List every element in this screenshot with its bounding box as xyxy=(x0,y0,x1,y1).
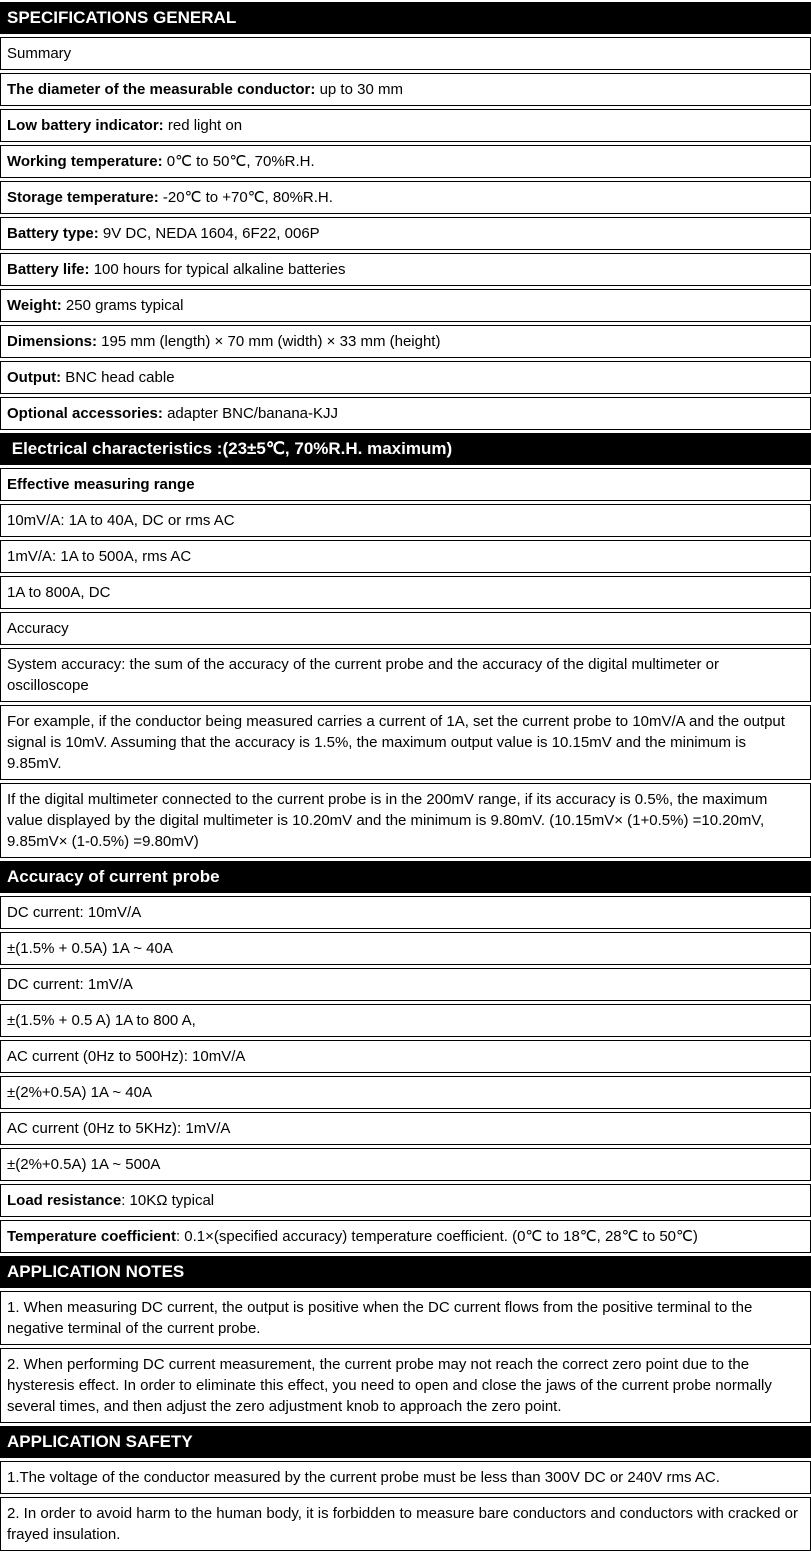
table-row xyxy=(0,253,811,286)
table-row xyxy=(0,397,811,430)
table-row xyxy=(0,576,811,609)
table-row xyxy=(0,896,811,929)
row-text: DC current: 10mV/A xyxy=(7,904,142,921)
section-header: APPLICATION SAFETY xyxy=(0,1426,811,1458)
table-row xyxy=(0,145,811,178)
table-row xyxy=(0,932,811,965)
table-row xyxy=(0,1040,811,1073)
table-row xyxy=(0,1148,811,1181)
section-header: Electrical characteristics :(23±5℃, 70%R.H. maximum) xyxy=(0,433,811,465)
table-row xyxy=(0,1220,811,1253)
row-label: Effective measuring range xyxy=(7,476,195,493)
table-row xyxy=(0,1291,811,1345)
table-row xyxy=(0,1184,811,1217)
row-text: : 10KΩ typical xyxy=(121,1192,215,1209)
table-row xyxy=(0,783,811,858)
table-row xyxy=(0,612,811,645)
row-text: AC current (0Hz to 5KHz): 1mV/A xyxy=(7,1120,231,1137)
table-row xyxy=(0,1348,811,1423)
row-label: Battery life: xyxy=(7,261,90,278)
table-row xyxy=(0,361,811,394)
table-row xyxy=(0,289,811,322)
row-text: 2. In order to avoid harm to the human body, it is forbidden to measure bare conductors and conductors with cracked or frayed insulation. xyxy=(7,1505,798,1543)
row-text: Accuracy xyxy=(7,620,69,637)
row-text: If the digital multimeter connected to the current probe is in the 200mV range, if its accuracy is 0.5%, the maximum value displayed by the digital multimeter is 10.20mV and the minimum is 9.80mV. (10.15mV× (1+0.5%) =10.20mV, 9.85mV× (1-0.5%) =9.80mV) xyxy=(7,791,768,850)
table-row xyxy=(0,217,811,250)
section-header: SPECIFICATIONS GENERAL xyxy=(0,2,811,34)
row-text: 1mV/A: 1A to 500A, rms AC xyxy=(7,548,192,565)
row-text: ±(1.5% + 0.5A) 1A ~ 40A xyxy=(7,940,173,957)
table-row xyxy=(0,968,811,1001)
row-text: ±(1.5% + 0.5 A) 1A to 800 A, xyxy=(7,1012,196,1029)
row-label: Battery type: xyxy=(7,225,99,242)
row-text: 1A to 800A, DC xyxy=(7,584,111,601)
row-text: Summary xyxy=(7,45,72,62)
row-text: 0℃ to 50℃, 70%R.H. xyxy=(162,153,315,170)
row-text: AC current (0Hz to 500Hz): 10mV/A xyxy=(7,1048,246,1065)
row-text: 100 hours for typical alkaline batteries xyxy=(89,261,346,278)
table-row xyxy=(0,73,811,106)
row-text: 195 mm (length) × 70 mm (width) × 33 mm (height) xyxy=(97,333,441,350)
table-row xyxy=(0,705,811,780)
row-text: 1.The voltage of the conductor measured by the current probe must be less than 300V DC or 240V rms AC. xyxy=(7,1469,720,1486)
row-text: 1. When measuring DC current, the output is positive when the DC current flows from the positive terminal to the negative terminal of the current probe. xyxy=(7,1299,753,1337)
row-text: For example, if the conductor being measured carries a current of 1A, set the current probe to 10mV/A and the output signal is 10mV. Assuming that the accuracy is 1.5%, the maximum output value is 10.15mV and the minimum is 9.85mV. xyxy=(7,713,785,772)
section-header: Accuracy of current probe xyxy=(0,861,811,893)
table-row xyxy=(0,468,811,501)
row-text: red light on xyxy=(163,117,243,134)
section-header: APPLICATION NOTES xyxy=(0,1256,811,1288)
row-text: 10mV/A: 1A to 40A, DC or rms AC xyxy=(7,512,235,529)
row-label: Load resistance xyxy=(7,1192,122,1209)
row-text: ±(2%+0.5A) 1A ~ 500A xyxy=(7,1156,161,1173)
table-row xyxy=(0,325,811,358)
row-text: ±(2%+0.5A) 1A ~ 40A xyxy=(7,1084,152,1101)
row-text: : 0.1×(specified accuracy) temperature coefficient. (0℃ to 18℃, 28℃ to 50℃) xyxy=(175,1228,698,1245)
row-text: 9V DC, NEDA 1604, 6F22, 006P xyxy=(98,225,320,242)
row-text: System accuracy: the sum of the accuracy of the current probe and the accuracy of the digital multimeter or oscilloscope xyxy=(7,656,720,694)
table-row xyxy=(0,648,811,702)
table-row xyxy=(0,1497,811,1551)
row-text: adapter BNC/banana-KJJ xyxy=(162,405,339,422)
table-row xyxy=(0,109,811,142)
row-text: -20℃ to +70℃, 80%R.H. xyxy=(158,189,333,206)
table-row xyxy=(0,504,811,537)
row-label: Working temperature: xyxy=(7,153,163,170)
table-row xyxy=(0,540,811,573)
row-text: 250 grams typical xyxy=(61,297,184,314)
row-label: Output: xyxy=(7,369,62,386)
row-label: Storage temperature: xyxy=(7,189,159,206)
table-row xyxy=(0,181,811,214)
table-row xyxy=(0,37,811,70)
row-text: up to 30 mm xyxy=(315,81,403,98)
row-label: The diameter of the measurable conductor: xyxy=(7,81,316,98)
row-text: BNC head cable xyxy=(61,369,175,386)
table-row xyxy=(0,1004,811,1037)
row-label: Optional accessories: xyxy=(7,405,163,422)
row-label: Weight: xyxy=(7,297,62,314)
table-row xyxy=(0,1112,811,1145)
row-text: DC current: 1mV/A xyxy=(7,976,133,993)
row-text: 2. When performing DC current measurement, the current probe may not reach the correct zero point due to the hysteresis effect. In order to eliminate this effect, you need to open and close the jaws of the current probe normally several times, and then adjust the zero adjustment knob to approach the zero point. xyxy=(7,1356,772,1415)
row-label: Temperature coefficient xyxy=(7,1228,176,1245)
table-row xyxy=(0,1076,811,1109)
row-label: Dimensions: xyxy=(7,333,98,350)
table-row xyxy=(0,1461,811,1494)
row-label: Low battery indicator: xyxy=(7,117,164,134)
